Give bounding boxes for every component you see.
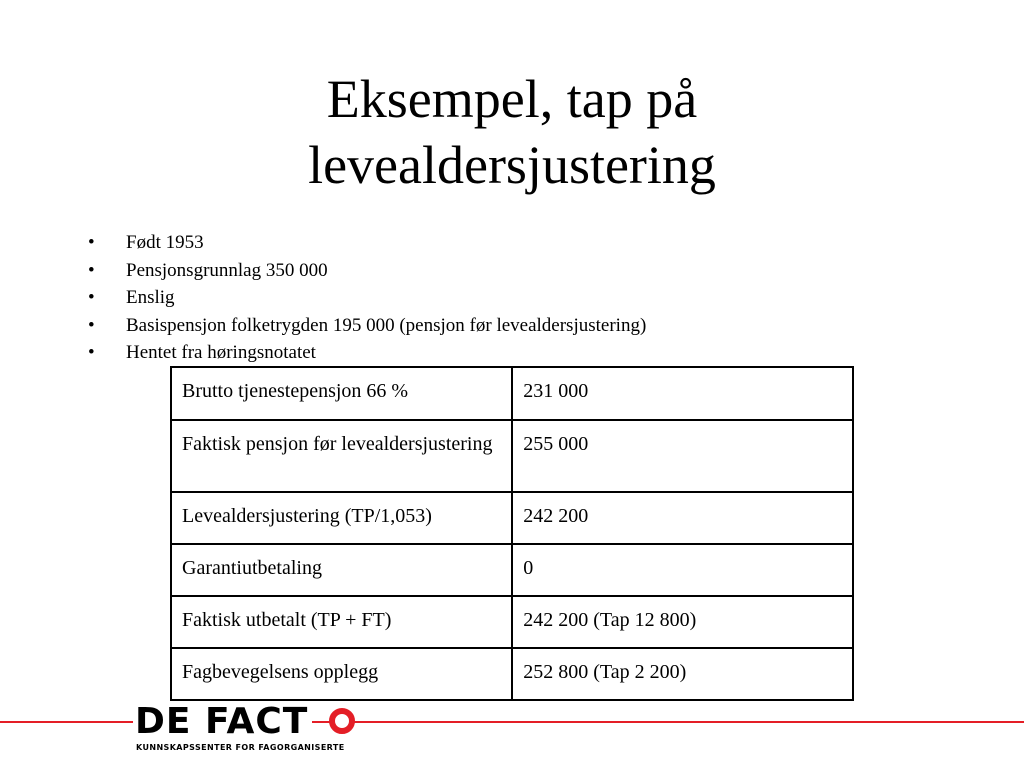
table-cell-value: 231 000 — [512, 367, 853, 420]
pension-table — [170, 366, 854, 701]
table-cell-value: 242 200 (Tap 12 800) — [512, 596, 853, 648]
bullet-text: Hentet fra høringsnotatet — [126, 342, 316, 363]
table-cell-label: Garantiutbetaling — [171, 544, 512, 596]
bullet-text: Basispensjon folketrygden 195 000 (pensjon før levealdersjustering) — [126, 314, 647, 336]
bullet-item — [88, 312, 646, 340]
bullet-dot: • — [88, 259, 95, 281]
logo-tagline: KUNNSKAPSSENTER FOR FAGORGANISERTE — [136, 743, 345, 752]
bullet-dot: • — [88, 287, 95, 308]
logo-o-ring-icon — [329, 708, 355, 734]
bullet-dot: • — [88, 342, 95, 363]
table-row — [171, 420, 853, 492]
slide-title — [0, 66, 1024, 198]
table-cell-label: Brutto tjenestepensjon 66 % — [171, 367, 512, 420]
table-cell-label: Fagbevegelsens opplegg — [171, 648, 512, 700]
bullet-text: Pensjonsgrunnlag 350 000 — [126, 259, 328, 281]
slide-title-line-1: Eksempel, tap på — [326, 69, 698, 129]
bullet-item — [88, 229, 646, 257]
bullet-list — [88, 229, 646, 367]
bullet-dot: • — [88, 314, 95, 336]
table-cell-value: 255 000 — [512, 420, 853, 492]
bullet-item — [88, 284, 646, 312]
slide-title-line-2: levealdersjustering — [308, 135, 716, 195]
table-row — [171, 492, 853, 544]
bullet-dot: • — [88, 232, 95, 253]
table-row — [171, 544, 853, 596]
table-row — [171, 596, 853, 648]
bullet-item — [88, 339, 646, 367]
table-cell-value: 252 800 (Tap 2 200) — [512, 648, 853, 700]
table-row — [171, 648, 853, 700]
logo-wordmark: DE FACT — [133, 702, 312, 742]
table-row — [171, 367, 853, 420]
table-cell-label: Faktisk pensjon før levealdersjustering — [171, 420, 512, 492]
bullet-text: Enslig — [126, 287, 175, 308]
bullet-item — [88, 257, 646, 285]
de-facto-logo — [133, 702, 363, 754]
table-cell-label: Faktisk utbetalt (TP + FT) — [171, 596, 512, 648]
table-cell-label: Levealdersjustering (TP/1,053) — [171, 492, 512, 544]
table-cell-value: 0 — [512, 544, 853, 596]
bullet-text: Født 1953 — [126, 232, 204, 253]
table-cell-value: 242 200 — [512, 492, 853, 544]
